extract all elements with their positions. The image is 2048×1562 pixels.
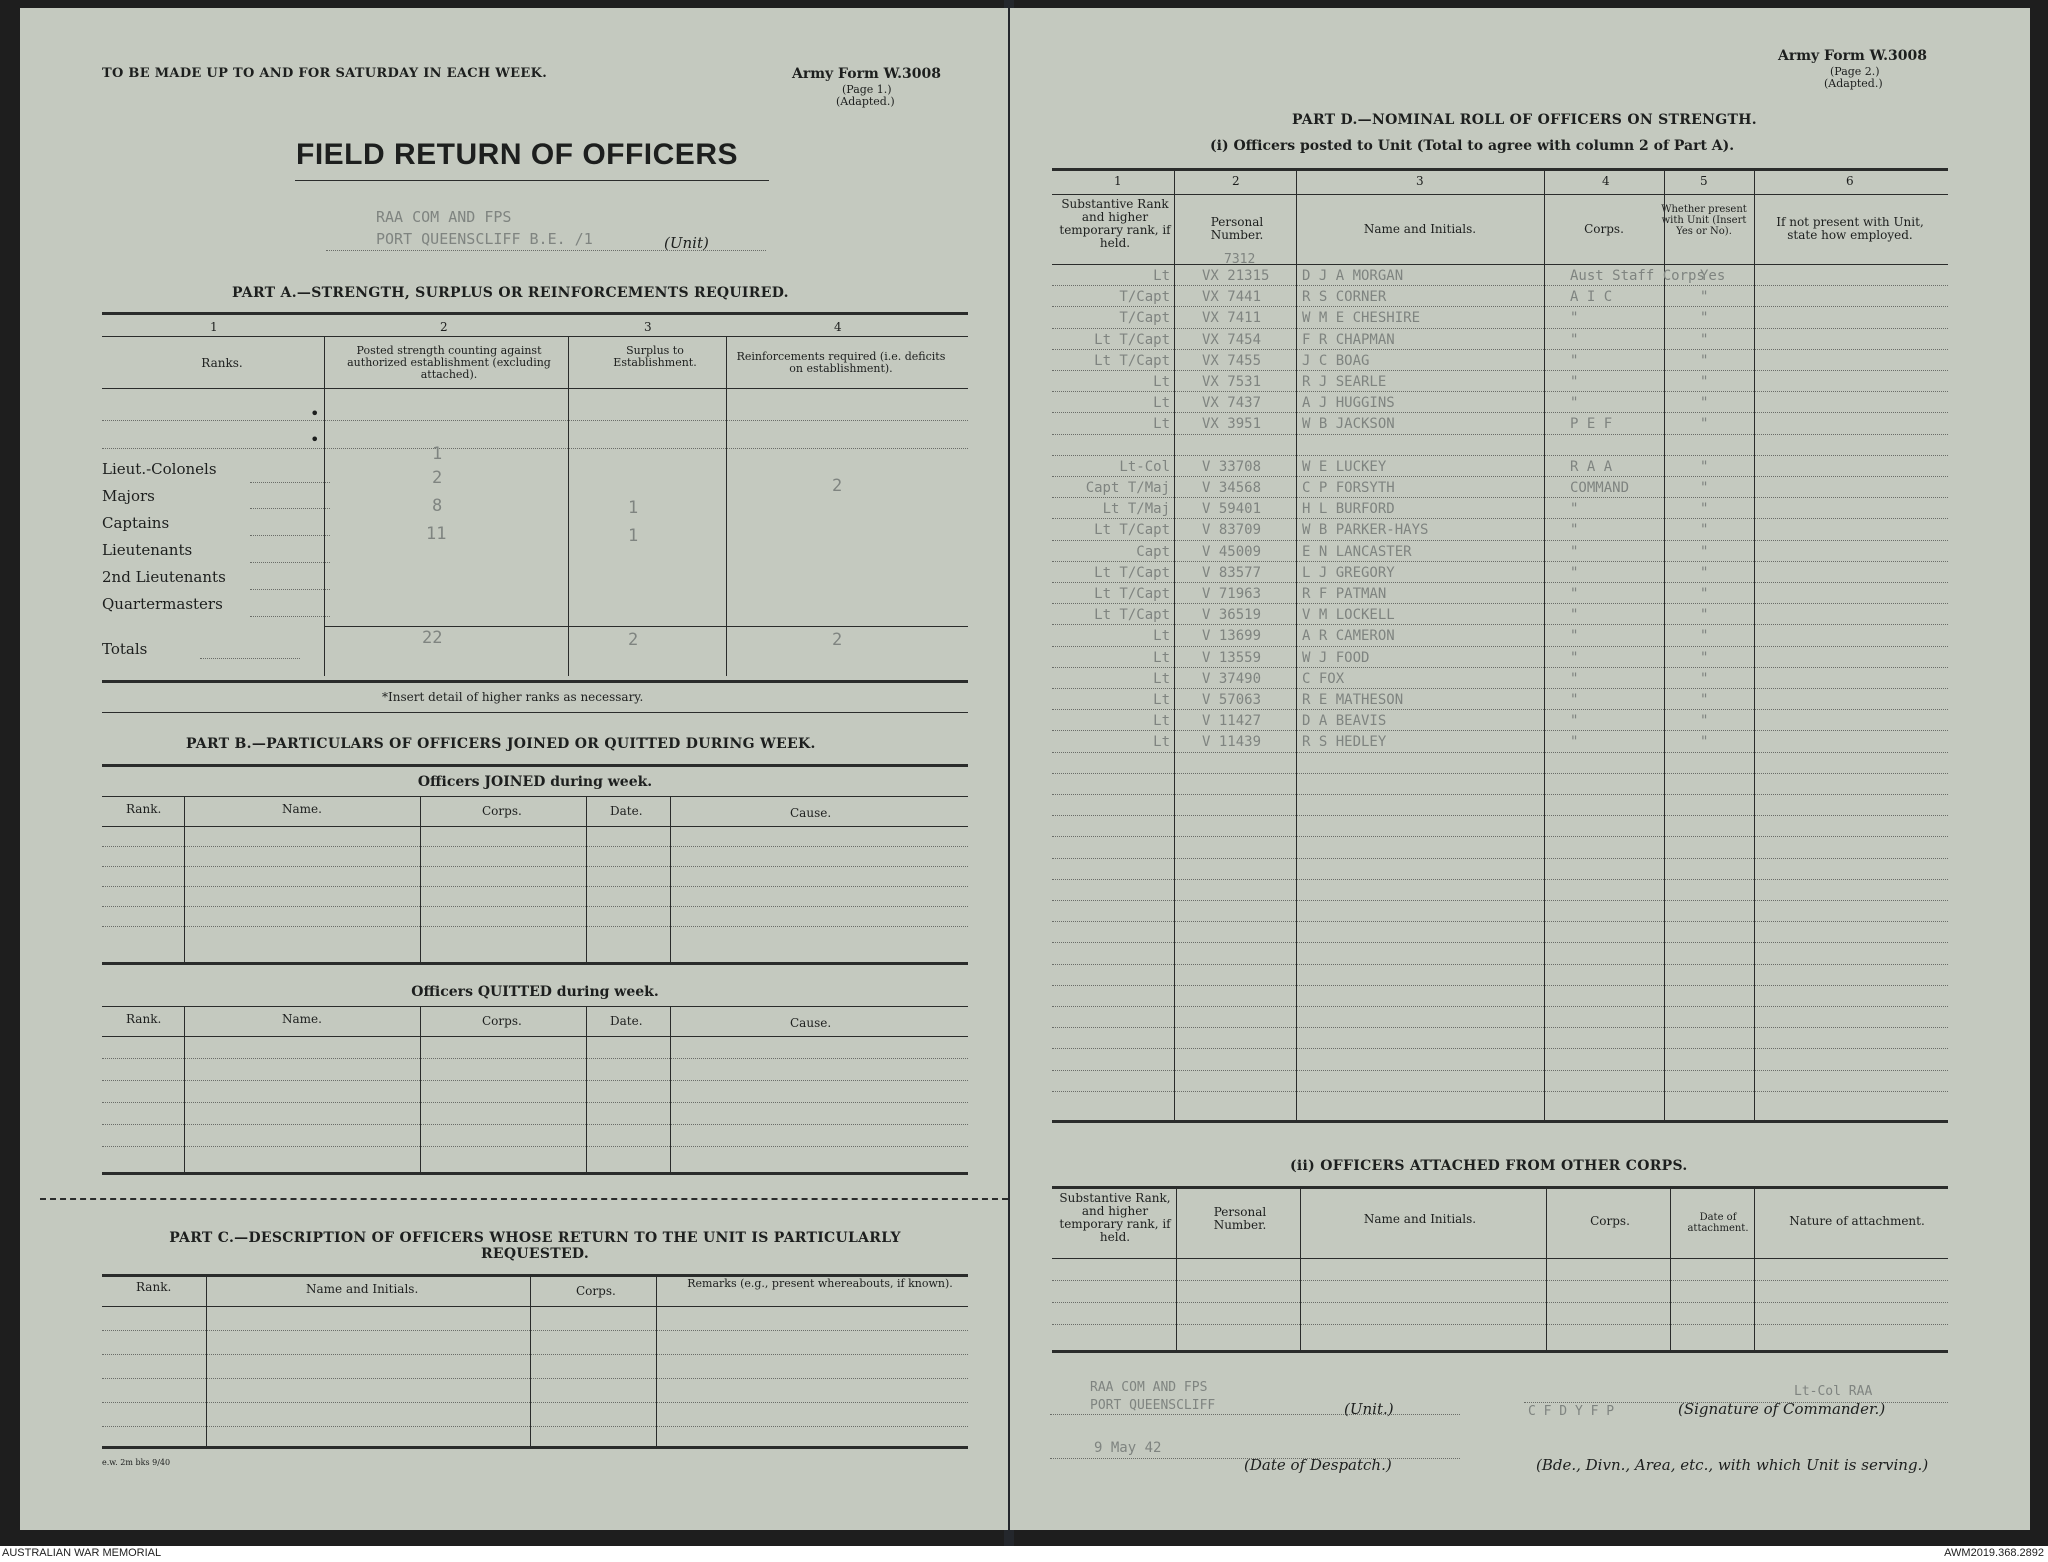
ii-header-rank: Substantive Rank, and higher temporary rank, if held.: [1059, 1191, 1171, 1244]
d-header-corps: Corps.: [1584, 222, 1624, 236]
rank-cell: Lt: [1153, 628, 1170, 645]
totals-label: Totals: [102, 640, 148, 658]
part-d-subtitle: (i) Officers posted to Unit (Total to agree with column 2 of Part A).: [1210, 138, 1735, 154]
joined-col-name: Name.: [282, 802, 322, 816]
typed-value: 1: [628, 526, 639, 546]
form-label-right: Army Form W.3008: [1778, 48, 1928, 64]
present-cell: ": [1700, 416, 1709, 433]
name-cell: F R CHAPMAN: [1302, 331, 1395, 348]
joined-col-date: Date.: [610, 804, 643, 818]
corps-cell: ": [1570, 607, 1579, 624]
personal-number-cell: V 34568: [1202, 480, 1262, 496]
personal-number-cell: V 83709: [1202, 522, 1262, 539]
present-cell: ": [1700, 564, 1709, 581]
col-num: 3: [1416, 174, 1424, 188]
present-cell: ": [1700, 670, 1709, 687]
quitted-col-cause: Cause.: [790, 1016, 832, 1030]
corps-cell: ": [1570, 586, 1579, 602]
name-cell: W M E CHESHIRE: [1302, 310, 1421, 327]
rank-cell: Lt T/Capt: [1094, 607, 1170, 624]
d-header-name: Name and Initials.: [1363, 222, 1477, 236]
name-cell: W J FOOD: [1302, 649, 1370, 666]
ii-header-number: Personal Number.: [1213, 1205, 1267, 1232]
col-num: 4: [1602, 174, 1610, 188]
personal-number-cell: V 45009: [1202, 543, 1262, 560]
col-num: 1: [1114, 174, 1122, 188]
form-page: (Page 1.): [842, 83, 892, 96]
sig-date-typed: 9 May 42: [1094, 1440, 1162, 1456]
page-title: FIELD RETURN OF OFFICERS: [296, 138, 738, 171]
typed-value: 11: [426, 524, 447, 544]
corps-cell: ": [1570, 501, 1579, 518]
form-adapted-right: (Adapted.): [1824, 77, 1883, 90]
total-posted: 22: [422, 628, 443, 648]
asterisk: •: [310, 404, 320, 423]
corps-cell: ": [1570, 522, 1579, 539]
col-num: 2: [1232, 174, 1240, 188]
sig-unit-typed-2: PORT QUEENSCLIFF: [1090, 1398, 1216, 1413]
personal-number-cell: VX 7411: [1202, 310, 1262, 327]
name-cell: W E LUCKEY: [1302, 458, 1387, 475]
name-cell: V M LOCKELL: [1302, 607, 1395, 624]
typed-number-top: 7312: [1224, 252, 1256, 267]
form-adapted: (Adapted.): [836, 95, 895, 108]
footnote: *Insert detail of higher ranks as necessary.: [382, 690, 644, 704]
personal-number-cell: V 11427: [1202, 713, 1262, 730]
form-page-left: [20, 8, 1008, 1530]
total-surplus: 2: [628, 630, 639, 650]
name-cell: C P FORSYTH: [1302, 480, 1395, 496]
name-cell: R S HEDLEY: [1302, 734, 1387, 751]
name-cell: E N LANCASTER: [1302, 543, 1412, 560]
col-header-ranks: Ranks.: [201, 356, 243, 370]
present-cell: ": [1700, 649, 1709, 666]
present-cell: ": [1700, 480, 1709, 496]
present-cell: Yes: [1700, 268, 1726, 284]
unit-typed-2: PORT QUEENSCLIFF B.E. /1: [376, 230, 593, 248]
name-cell: W B PARKER-HAYS: [1302, 522, 1429, 539]
d-header-employed: If not present with Unit, state how employed.: [1776, 215, 1924, 242]
d-header-present: Whether present with Unit (Insert Yes or No).: [1661, 204, 1747, 237]
personal-number-cell: VX 7441: [1202, 289, 1262, 306]
unit-label: (Unit): [664, 234, 709, 252]
col-num: 3: [644, 320, 652, 334]
corps-cell: ": [1570, 649, 1579, 666]
rank-cell: Capt: [1136, 543, 1170, 560]
sig-commander-label: (Signature of Commander.): [1678, 1400, 1886, 1418]
personal-number-cell: VX 7454: [1202, 331, 1262, 348]
typed-value: 2: [832, 476, 843, 496]
name-cell: D J A MORGAN: [1302, 268, 1404, 284]
name-cell: R E MATHESON: [1302, 692, 1404, 708]
personal-number-cell: V 37490: [1202, 670, 1262, 687]
personal-number-cell: V 36519: [1202, 607, 1262, 624]
corps-cell: ": [1570, 713, 1579, 730]
ii-header-date: Date of attachment.: [1687, 1212, 1749, 1234]
rank-cell: T/Capt: [1119, 310, 1170, 327]
rank-cell: Lt: [1153, 649, 1170, 666]
present-cell: ": [1700, 331, 1709, 348]
unit-typed-1: RAA COM AND FPS: [376, 208, 512, 226]
print-code: e.w. 2m bks 9/40: [102, 1458, 171, 1467]
part-c-col-rank: Rank.: [136, 1280, 172, 1294]
part-ii-title: (ii) OFFICERS ATTACHED FROM OTHER CORPS.: [1290, 1158, 1688, 1174]
present-cell: ": [1700, 395, 1709, 412]
name-cell: A R CAMERON: [1302, 628, 1395, 645]
name-cell: A J HUGGINS: [1302, 395, 1395, 412]
personal-number-cell: VX 3951: [1202, 416, 1262, 433]
col-num: 2: [440, 320, 448, 334]
ranks-list: [102, 456, 226, 618]
corps-cell: ": [1570, 331, 1579, 348]
personal-number-cell: V 57063: [1202, 692, 1262, 708]
ii-header-nature: Nature of attachment.: [1789, 1214, 1925, 1228]
rank-cell: Capt T/Maj: [1085, 480, 1170, 496]
rank-cell: Lt: [1153, 692, 1170, 708]
corps-cell: ": [1570, 670, 1579, 687]
personal-number-cell: V 59401: [1202, 501, 1262, 518]
rank-label: Majors: [102, 487, 155, 505]
rank-cell: Lt T/Capt: [1094, 331, 1170, 348]
form-label: Army Form W.3008: [792, 66, 942, 82]
present-cell: ": [1700, 458, 1709, 475]
quitted-col-date: Date.: [610, 1014, 643, 1028]
sig-unit-typed-1: RAA COM AND FPS: [1090, 1380, 1208, 1395]
personal-number-cell: V 11439: [1202, 734, 1262, 751]
personal-number-cell: VX 21315: [1202, 268, 1270, 284]
name-cell: J C BOAG: [1302, 352, 1370, 369]
present-cell: ": [1700, 374, 1709, 390]
corps-cell: ": [1570, 564, 1579, 581]
corps-cell: COMMAND: [1570, 480, 1630, 496]
corps-cell: ": [1570, 734, 1579, 751]
name-cell: W B JACKSON: [1302, 416, 1395, 433]
part-c-col-corps: Corps.: [576, 1284, 616, 1298]
rank-cell: Lt: [1153, 416, 1170, 433]
ii-header-corps: Corps.: [1590, 1214, 1630, 1228]
present-cell: ": [1700, 543, 1709, 560]
present-cell: ": [1700, 734, 1709, 751]
name-cell: L J GREGORY: [1302, 564, 1395, 581]
rank-cell: Lt: [1153, 670, 1170, 687]
part-c-col-remarks: Remarks (e.g., present whereabouts, if known).: [687, 1277, 953, 1290]
rank-cell: Lt: [1153, 268, 1170, 284]
typed-value: 2: [432, 468, 443, 488]
form-page-right: (Page 2.): [1830, 65, 1880, 78]
present-cell: ": [1700, 586, 1709, 602]
corps-cell: A I C: [1570, 289, 1613, 306]
corps-cell: ": [1570, 628, 1579, 645]
archive-footer: [0, 1546, 2048, 1562]
col-num: 1: [210, 320, 218, 334]
rank-cell: Lt: [1153, 395, 1170, 412]
corps-cell: ": [1570, 352, 1579, 369]
part-b-title: PART B.—PARTICULARS OF OFFICERS JOINED OR QUITTED DURING WEEK.: [186, 736, 816, 752]
rank-label: 2nd Lieutenants: [102, 568, 226, 586]
quitted-col-name: Name.: [282, 1012, 322, 1026]
present-cell: ": [1700, 501, 1709, 518]
total-reinforcements: 2: [832, 630, 843, 650]
present-cell: ": [1700, 522, 1709, 539]
rank-cell: Lt: [1153, 374, 1170, 390]
name-cell: R F PATMAN: [1302, 586, 1387, 602]
joined-col-cause: Cause.: [790, 806, 832, 820]
name-cell: C FOX: [1302, 670, 1345, 687]
typed-value: 1: [628, 498, 639, 518]
col-num: 4: [834, 320, 842, 334]
name-cell: D A BEAVIS: [1302, 713, 1387, 730]
rank-label: Quartermasters: [102, 595, 223, 613]
rank-label: Lieutenants: [102, 541, 193, 559]
joined-col-corps: Corps.: [482, 804, 522, 818]
personal-number-cell: VX 7437: [1202, 395, 1262, 412]
rank-cell: Lt T/Capt: [1094, 586, 1170, 602]
quitted-col-corps: Corps.: [482, 1014, 522, 1028]
personal-number-cell: V 83577: [1202, 564, 1262, 581]
present-cell: ": [1700, 310, 1709, 327]
name-cell: R S CORNER: [1302, 289, 1387, 306]
personal-number-cell: VX 7531: [1202, 374, 1262, 390]
present-cell: ": [1700, 713, 1709, 730]
part-d-title: PART D.—NOMINAL ROLL OF OFFICERS ON STRENGTH.: [1292, 112, 1757, 128]
typed-value: 1: [432, 444, 443, 464]
sig-commander-typed: Lt-Col RAA: [1794, 1384, 1873, 1399]
sig-date-label: (Date of Despatch.): [1244, 1456, 1392, 1474]
corps-cell: ": [1570, 692, 1579, 708]
part-c-title: PART C.—DESCRIPTION OF OFFICERS WHOSE RETURN TO THE UNIT IS PARTICULARLY REQUESTED.: [169, 1230, 901, 1262]
rank-cell: Lt: [1153, 713, 1170, 730]
ii-header-name: Name and Initials.: [1363, 1212, 1477, 1226]
d-header-rank: Substantive Rank and higher temporary rank, if held.: [1059, 197, 1171, 250]
sig-commander-typed-2: C F D Y F P: [1528, 1404, 1615, 1419]
col-header-reinforcements: Reinforcements required (i.e. deficits on establishment).: [736, 350, 946, 375]
present-cell: ": [1700, 607, 1709, 624]
footer-left: AUSTRALIAN WAR MEMORIAL: [2, 1547, 162, 1559]
present-cell: ": [1700, 289, 1709, 306]
footer-right: AWM2019.368.2892: [1944, 1547, 2044, 1559]
rank-cell: T/Capt: [1119, 289, 1170, 306]
personal-number-cell: V 71963: [1202, 586, 1262, 602]
col-num: 5: [1700, 174, 1708, 188]
personal-number-cell: V 33708: [1202, 458, 1262, 475]
quitted-col-rank: Rank.: [126, 1012, 162, 1026]
asterisk: •: [310, 430, 320, 449]
typed-value: 8: [432, 496, 443, 516]
corps-cell: ": [1570, 310, 1579, 327]
name-cell: R J SEARLE: [1302, 374, 1387, 390]
col-num: 6: [1846, 174, 1854, 188]
corps-cell: ": [1570, 395, 1579, 412]
corps-cell: R A A: [1570, 458, 1613, 475]
rank-label: Captains: [102, 514, 170, 532]
form-page-right: [1010, 8, 2030, 1530]
personal-number-cell: VX 7455: [1202, 352, 1262, 369]
personal-number-cell: V 13559: [1202, 649, 1262, 666]
rank-label: Lieut.-Colonels: [102, 460, 217, 478]
sig-unit-label: (Unit.): [1344, 1400, 1394, 1418]
corps-cell: ": [1570, 543, 1579, 560]
part-a-title: PART A.—STRENGTH, SURPLUS OR REINFORCEMENTS REQUIRED.: [232, 285, 789, 301]
header-instruction: TO BE MADE UP TO AND FOR SATURDAY IN EACH WEEK.: [102, 66, 548, 81]
present-cell: ": [1700, 352, 1709, 369]
personal-number-cell: V 13699: [1202, 628, 1262, 645]
d-header-number: Personal Number.: [1210, 215, 1264, 242]
col-header-surplus: Surplus to Establishment.: [613, 344, 697, 369]
rank-cell: Lt T/Maj: [1102, 501, 1170, 518]
rank-cell: Lt-Col: [1119, 458, 1170, 475]
rank-cell: Lt T/Capt: [1094, 352, 1170, 369]
name-cell: H L BURFORD: [1302, 501, 1395, 518]
sig-bde-label: (Bde., Divn., Area, etc., with which Unit is serving.): [1536, 1456, 1929, 1474]
rank-cell: Lt: [1153, 734, 1170, 751]
corps-cell: P E F: [1570, 416, 1613, 433]
present-cell: ": [1700, 628, 1709, 645]
joined-title: Officers JOINED during week.: [417, 774, 653, 790]
rank-cell: Lt T/Capt: [1094, 522, 1170, 539]
joined-col-rank: Rank.: [126, 802, 162, 816]
corps-cell: ": [1570, 374, 1579, 390]
quitted-title: Officers QUITTED during week.: [411, 984, 659, 1000]
corps-cell: Aust Staff Corps: [1570, 268, 1705, 284]
present-cell: ": [1700, 692, 1709, 708]
part-c-col-name: Name and Initials.: [306, 1282, 419, 1296]
rank-cell: Lt T/Capt: [1094, 564, 1170, 581]
col-header-posted: Posted strength counting against authorized establishment (excluding attached).: [347, 344, 551, 381]
